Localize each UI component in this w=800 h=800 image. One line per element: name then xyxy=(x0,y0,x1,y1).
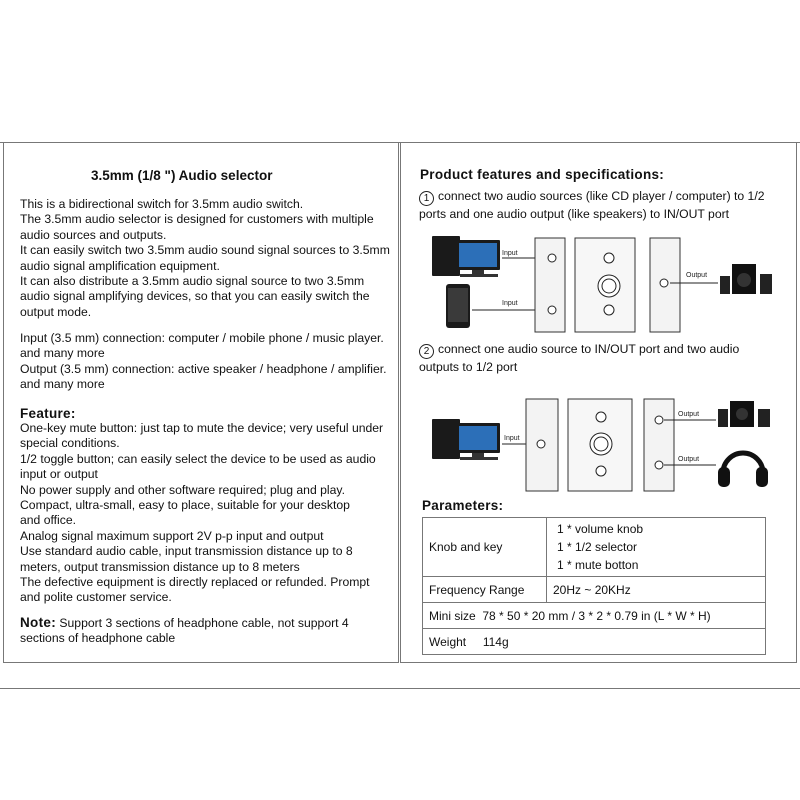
note-text: Support 3 sections of headphone cable, not support 4 xyxy=(56,616,349,630)
speaker-icon xyxy=(720,264,772,294)
param-value-line: 1 * 1/2 selector xyxy=(557,540,638,554)
parameters-heading: Parameters: xyxy=(422,498,504,513)
param-label: Frequency Range xyxy=(423,577,547,603)
connection-diagram-1 xyxy=(420,228,780,338)
output-label: Output xyxy=(678,456,700,463)
headphones-icon xyxy=(718,453,768,487)
intro-line: The 3.5mm audio selector is designed for customers with multiple xyxy=(20,212,374,227)
intro-line: audio signal amplification equipment. xyxy=(20,258,220,273)
intro-line: audio signal amplifying devices, so that you can easily switch the xyxy=(20,289,370,304)
feature-line: and office. xyxy=(20,513,77,528)
input-label: Input xyxy=(502,300,518,307)
speaker-icon xyxy=(718,401,770,427)
features-heading: Product features and specifications: xyxy=(420,167,665,182)
step-text: outputs to 1/2 port xyxy=(419,360,518,374)
intro-line: output mode. xyxy=(20,304,92,319)
feature-line: meters, output transmission distance up to 8 meters xyxy=(20,559,300,574)
feature-line: Analog signal maximum support 2V p-p input and output xyxy=(20,528,324,543)
param-row-size xyxy=(423,603,766,629)
step-text: connect one audio source to IN/OUT port and two audio xyxy=(438,342,740,356)
table-row xyxy=(423,577,766,603)
note-text: sections of headphone cable xyxy=(20,631,176,646)
feature-line: The defective equipment is directly replaced or refunded. Prompt xyxy=(20,575,370,590)
connection-diagram-2 xyxy=(420,395,780,495)
feature-line: Compact, ultra-small, easy to place, suitable for your desktop xyxy=(20,498,350,513)
table-row xyxy=(423,518,766,577)
phone-icon xyxy=(446,284,470,328)
io-line: and many more xyxy=(20,346,105,361)
param-value: 114g xyxy=(482,634,509,649)
computer-icon xyxy=(432,419,500,460)
input-label: Input xyxy=(504,435,520,442)
param-label: Knob and key xyxy=(423,518,547,577)
input-label: Input xyxy=(502,250,518,257)
note-block xyxy=(20,615,349,647)
output-label: Output xyxy=(678,411,700,418)
intro-line: It can also distribute a 3.5mm audio signal source to two 3.5mm xyxy=(20,274,365,289)
bottom-rule xyxy=(0,688,800,689)
table-row xyxy=(423,629,766,655)
feature-line: and polite customer service. xyxy=(20,590,172,605)
param-value-line: 1 * mute botton xyxy=(557,558,639,572)
feature-line: special conditions. xyxy=(20,436,120,451)
feature-line: 1/2 toggle button; can easily select the device to be used as audio xyxy=(20,451,376,466)
computer-icon xyxy=(432,236,500,277)
io-line: Output (3.5 mm) connection: active speaker / headphone / amplifier. xyxy=(20,361,387,376)
step-number: 1 xyxy=(419,191,434,206)
step-text: connect two audio sources (like CD player / computer) to 1/2 xyxy=(438,189,765,203)
param-value xyxy=(547,518,766,577)
intro-line: audio sources and outputs. xyxy=(20,227,167,242)
feature-line: One-key mute button: just tap to mute the device; very useful under xyxy=(20,421,384,435)
output-label: Output xyxy=(686,272,708,279)
feature-line: Use standard audio cable, input transmission distance up to 8 xyxy=(20,544,353,559)
table-row xyxy=(423,603,766,629)
feature-heading: Feature: xyxy=(20,406,76,421)
product-title: 3.5mm (1/8 ") Audio selector xyxy=(91,168,273,183)
intro-line: This is a bidirectional switch for 3.5mm audio switch. xyxy=(20,197,304,211)
feature-list xyxy=(20,421,383,606)
feature-line: No power supply and other software required; plug and play. xyxy=(20,482,345,497)
intro-line: It can easily switch two 3.5mm audio sound signal sources to 3.5mm xyxy=(20,243,390,258)
step-number: 2 xyxy=(419,344,434,359)
step-1 xyxy=(419,188,765,222)
param-value-line: 1 * volume knob xyxy=(557,522,644,536)
io-line: Input (3.5 mm) connection: computer / mobile phone / music player. xyxy=(20,331,384,345)
param-label: Weight xyxy=(429,634,467,649)
feature-line: input or output xyxy=(20,467,98,482)
param-value: 20Hz ~ 20KHz xyxy=(547,577,766,603)
step-text: ports and one audio output (like speakers) to IN/OUT port xyxy=(419,207,730,221)
param-value: 78 * 50 * 20 mm / 3 * 2 * 0.79 in (L * W * H) xyxy=(482,608,711,623)
param-label: Mini size xyxy=(429,608,476,623)
io-text xyxy=(20,331,387,393)
step-2 xyxy=(419,341,739,375)
intro-text xyxy=(20,197,390,320)
io-line: and many more xyxy=(20,377,105,392)
note-label: Note: xyxy=(20,615,56,630)
param-row-weight xyxy=(423,629,766,655)
parameters-table xyxy=(422,517,766,655)
